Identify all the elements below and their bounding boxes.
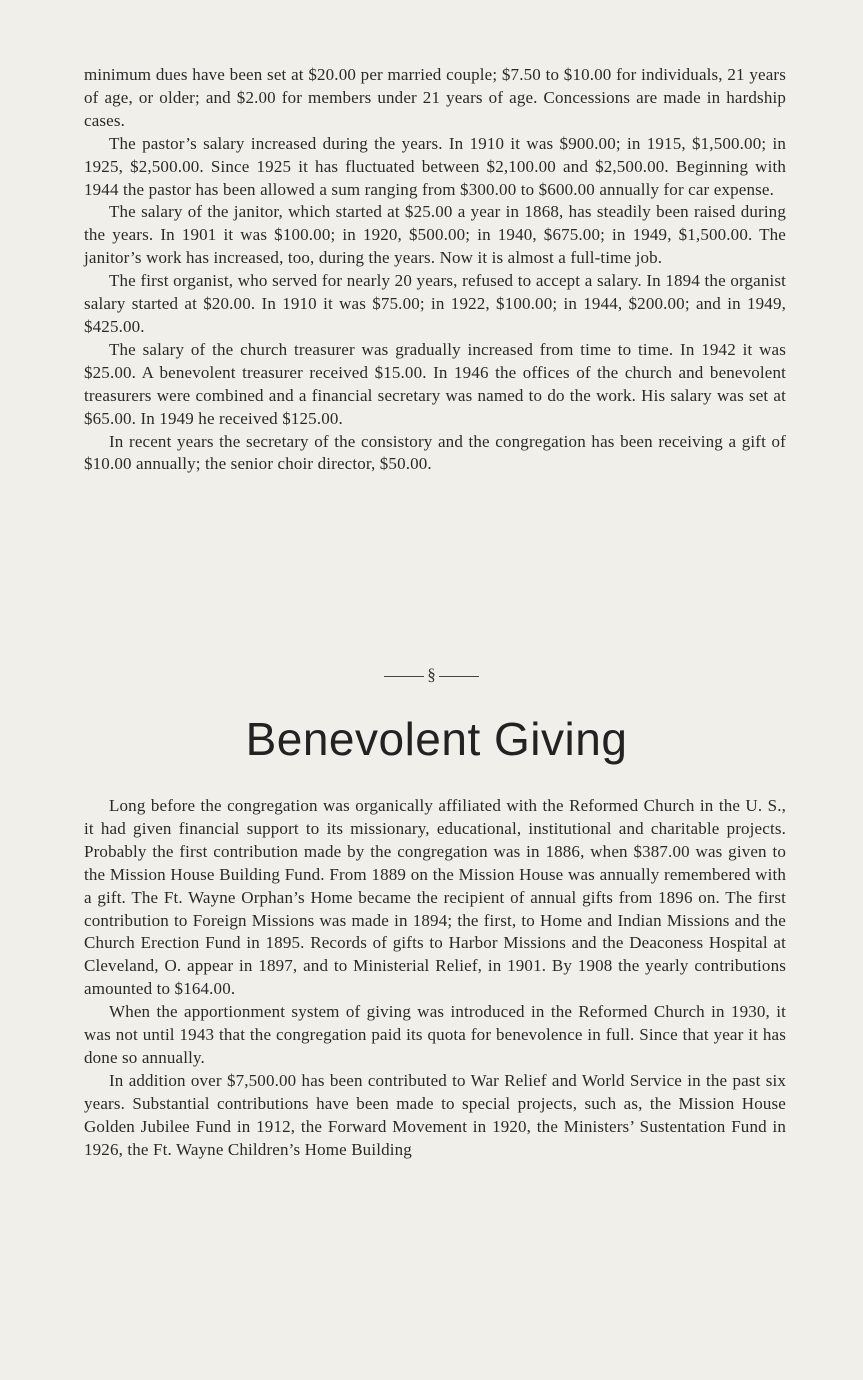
paragraph-pastor-salary: The pastor’s salary increased during the years. In 1910 it was $900.00; in 1915, $1,500.00; in 1925, $2,500.00. Since 1925 it has fluctuated between $2,100.00 and $2,500.00. Beginning with 1944 the pastor has been allowed a sum ranging from $300.00 to $600.00 annually for car expense. [84, 133, 786, 199]
benevolent-giving-section [84, 795, 786, 1162]
paragraph-organist-salary: The first organist, who served for nearly 20 years, refused to accept a salary. In 1894 the organist salary started at $20.00. In 1910 it was $75.00; in 1922, $100.00; in 1944, $200.00; and in 1949, $425.00. [84, 271, 786, 336]
paragraph-apportionment: When the apportionment system of giving was introduced in the Reformed Church in 1930, it was not until 1943 that the congregation paid its quota for benevolence in full. Since that year it has done so annually. [84, 1002, 786, 1067]
paragraph-janitor-salary: The salary of the janitor, which started at $25.00 a year in 1868, has steadily been raised during the years. In 1901 it was $100.00; in 1920, $500.00; in 1940, $675.00; in 1949, $1,500.00. The janitor’s work has increased, too, during the years. Now it is almost a full-time job. [84, 202, 786, 268]
divider-rule-right [439, 676, 479, 677]
section-mark: § [427, 665, 436, 684]
divider-rule-left [384, 676, 424, 677]
paragraph-dues: minimum dues have been set at $20.00 per married couple; $7.50 to $10.00 for individuals, 21 years of age, or older; and $2.00 for members under 21 years of age. Concessions are made in hardship cases. [84, 65, 786, 130]
salary-section [84, 64, 786, 476]
section-divider [0, 665, 863, 685]
paragraph-treasurer-salary: The salary of the church treasurer was gradually increased from time to time. In 1942 it was $25.00. A benevolent treasurer received $15.00. In 1946 the offices of the church and benevolent treasurers were combined and a financial secretary was named to do the work. His salary was set at $65.00. In 1949 he received $125.00. [84, 339, 786, 428]
paragraph-war-relief: In addition over $7,500.00 has been contributed to War Relief and World Service in the past six years. Substantial contributions have been made to special projects, such as, the Mission House Golden Jubilee Fund in 1912, the Forward Movement in 1920, the Ministers’ Sustentation Fund in 1926, the Ft. Wayne Children’s Home Building [84, 1070, 786, 1159]
section-title: Benevolent Giving [245, 713, 628, 765]
paragraph-early-giving: Long before the congregation was organically affiliated with the Reformed Church in the U. S., it had given financial support to its missionary, educational, institutional and charitable projects. Probably the first contribution made by the congregation was in 1886, when $387.00 was given to the Mission House Building Fund. From 1889 on the Mission House was annually remembered with a gift. The Ft. Wayne Orphan’s Home became the recipient of annual gifts from 1896 on. The first contribution to Foreign Missions was made in 1894; the first, to Home and Indian Missions and the Church Erection Fund in 1895. Records of gifts to Harbor Missions and the Deaconess Hospital at Cleveland, O. appear in 1897, and to Ministerial Relief, in 1901. By 1908 the yearly contributions amounted to $164.00. [84, 796, 786, 999]
paragraph-secretary-gift: In recent years the secretary of the consistory and the congregation has been receiving a gift of $10.00 annually; the senior choir director, $50.00. [84, 431, 786, 474]
